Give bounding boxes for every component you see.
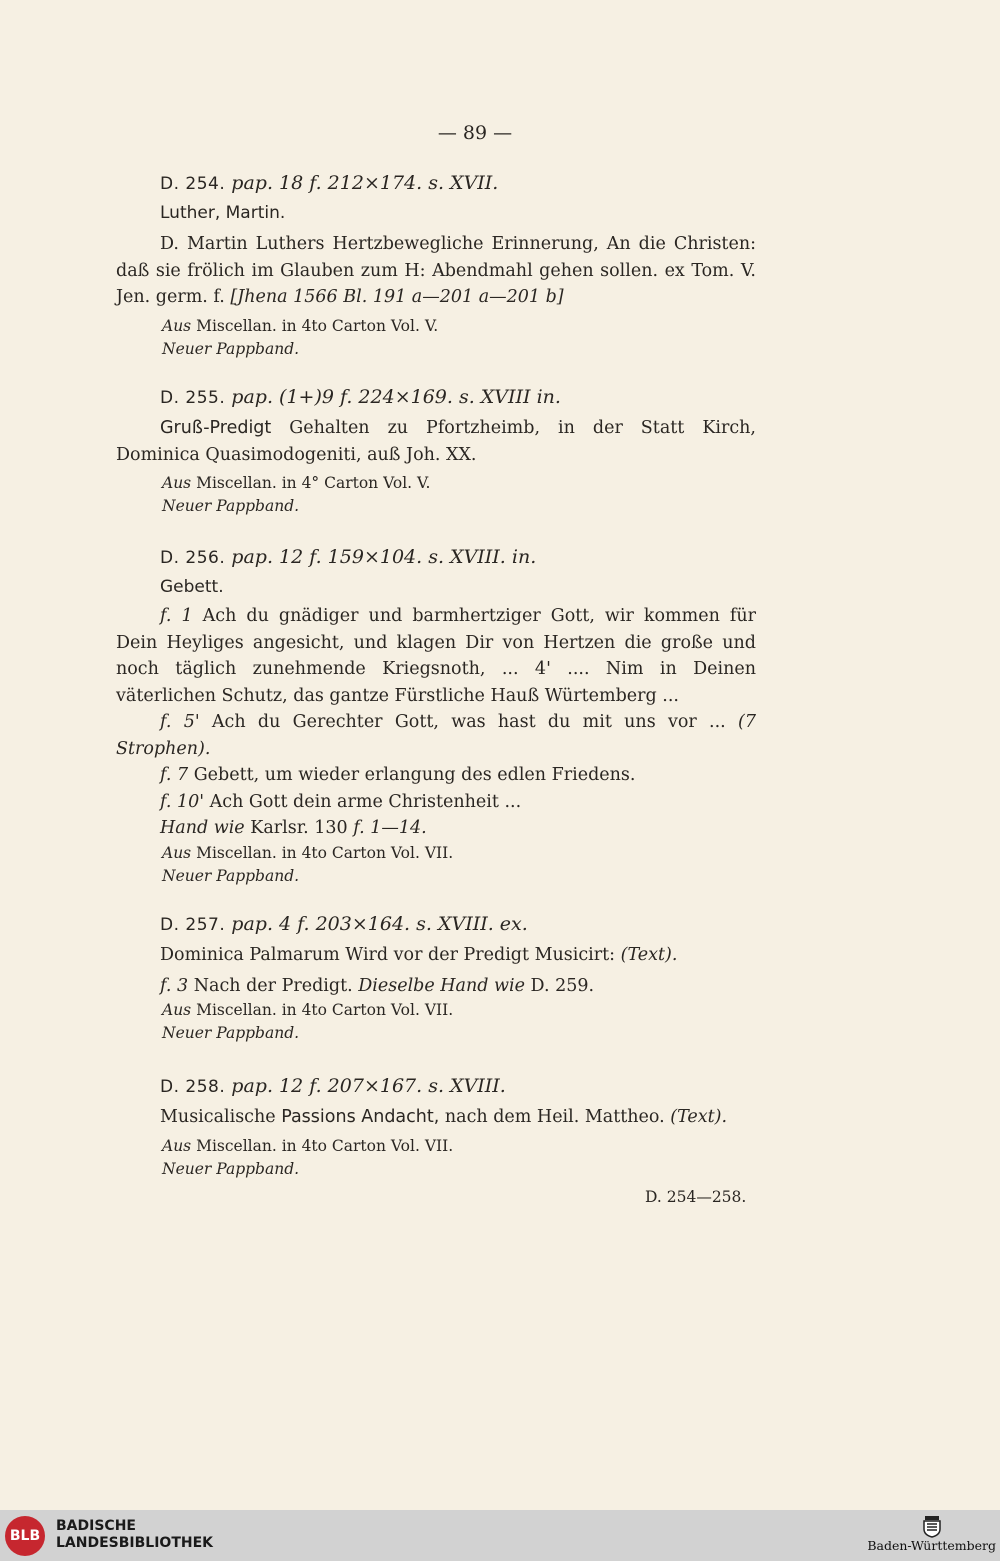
entry-signature: D. 255. xyxy=(160,388,226,408)
entry-provenance: Aus Miscellan. in 4to Carton Vol. V. xyxy=(162,316,439,335)
entry-paragraph: f. 10' Ach Gott dein arme Christenheit ... xyxy=(160,791,522,812)
entry-d257 xyxy=(116,911,756,1045)
library-name[interactable]: BADISCHE LANDESBIBLIOTHEK xyxy=(56,1518,214,1551)
entry-paragraph: f. 1 Ach du gnädiger und barmhertziger Gott, wir kommen für Dein Heyliges angesicht, und klagen Dir von Hertzen die große und noch täglich zunehmende Kriegsnoth, ... 4' .... Nim in Deinen väterlichen Schutz, das gantze Fürstliche Hauß Würtemberg ... xyxy=(116,606,756,706)
entry-text: Gruß-Predigt Gehalten zu Pfortzheimb, in der Statt Kirch, Dominica Quasimodogeniti, auß Joh. XX. xyxy=(116,418,756,465)
entry-author: Gebett. xyxy=(160,577,224,597)
entry-description: pap. 18 f. 212×174. s. XVII. xyxy=(231,172,499,194)
entry-binding: Neuer Pappband. xyxy=(162,1024,300,1042)
entry-paragraph: f. 5' Ach du Gerechter Gott, was hast du mit uns vor ... (7 Strophen). xyxy=(116,712,756,759)
entry-range: D. 254—258. xyxy=(645,1188,747,1206)
entry-signature: D. 256. xyxy=(160,548,226,568)
entry-signature: D. 254. xyxy=(160,174,226,194)
entry-d255 xyxy=(116,384,756,518)
entry-description: pap. 12 f. 159×104. s. XVIII. in. xyxy=(231,546,537,568)
coat-of-arms-icon xyxy=(921,1514,943,1538)
bw-brand[interactable] xyxy=(867,1514,996,1553)
entry-description: pap. (1+)9 f. 224×169. s. XVIII in. xyxy=(231,386,561,408)
blb-logo[interactable]: BLB xyxy=(5,1516,45,1556)
entry-signature: D. 258. xyxy=(160,1077,226,1097)
entry-provenance: Aus Miscellan. in 4to Carton Vol. VII. xyxy=(162,1001,454,1019)
entry-binding: Neuer Pappband. xyxy=(162,1159,300,1178)
entry-paragraph: Hand wie Karlsr. 130 f. 1—14. xyxy=(160,818,427,838)
footer-bar xyxy=(0,1510,1000,1561)
entry-signature: D. 257. xyxy=(160,915,226,935)
entry-paragraph: f. 3 Nach der Predigt. Dieselbe Hand wie D. 259. xyxy=(160,975,595,996)
entry-author: Luther, Martin. xyxy=(160,203,286,223)
bw-label: Baden-Württemberg xyxy=(867,1538,996,1553)
entry-paragraph: Dominica Palmarum Wird vor der Predigt Musicirt: (Text). xyxy=(160,945,678,965)
entry-d258 xyxy=(116,1073,756,1181)
entry-provenance: Aus Miscellan. in 4to Carton Vol. VII. xyxy=(162,843,454,862)
entry-description: pap. 4 f. 203×164. s. XVIII. ex. xyxy=(231,913,528,935)
entry-binding: Neuer Pappband. xyxy=(162,497,300,515)
entry-paragraph: f. 7 Gebett, um wieder erlangung des edlen Friedens. xyxy=(160,765,636,785)
entry-paragraph: Musicalische Passions Andacht, nach dem Heil. Mattheo. (Text). xyxy=(160,1107,728,1127)
entry-provenance: Aus Miscellan. in 4° Carton Vol. V. xyxy=(162,474,431,492)
entry-provenance: Aus Miscellan. in 4to Carton Vol. VII. xyxy=(162,1136,454,1155)
entry-binding: Neuer Pappband. xyxy=(162,339,300,358)
page-number: — 89 — xyxy=(437,122,513,144)
entry-text: D. Martin Luthers Hertzbewegliche Erinnerung, An die Christen: daß sie frölich im Glauben zum H: Abendmahl gehen sollen. ex Tom. V. Jen. germ. f. [Jhena 1566 Bl. 191 a—201 a—201 b] xyxy=(116,234,756,307)
entry-description: pap. 12 f. 207×167. s. XVIII. xyxy=(231,1075,506,1097)
entry-d254 xyxy=(116,170,756,361)
entry-d256 xyxy=(116,544,756,888)
entry-binding: Neuer Pappband. xyxy=(162,866,300,885)
